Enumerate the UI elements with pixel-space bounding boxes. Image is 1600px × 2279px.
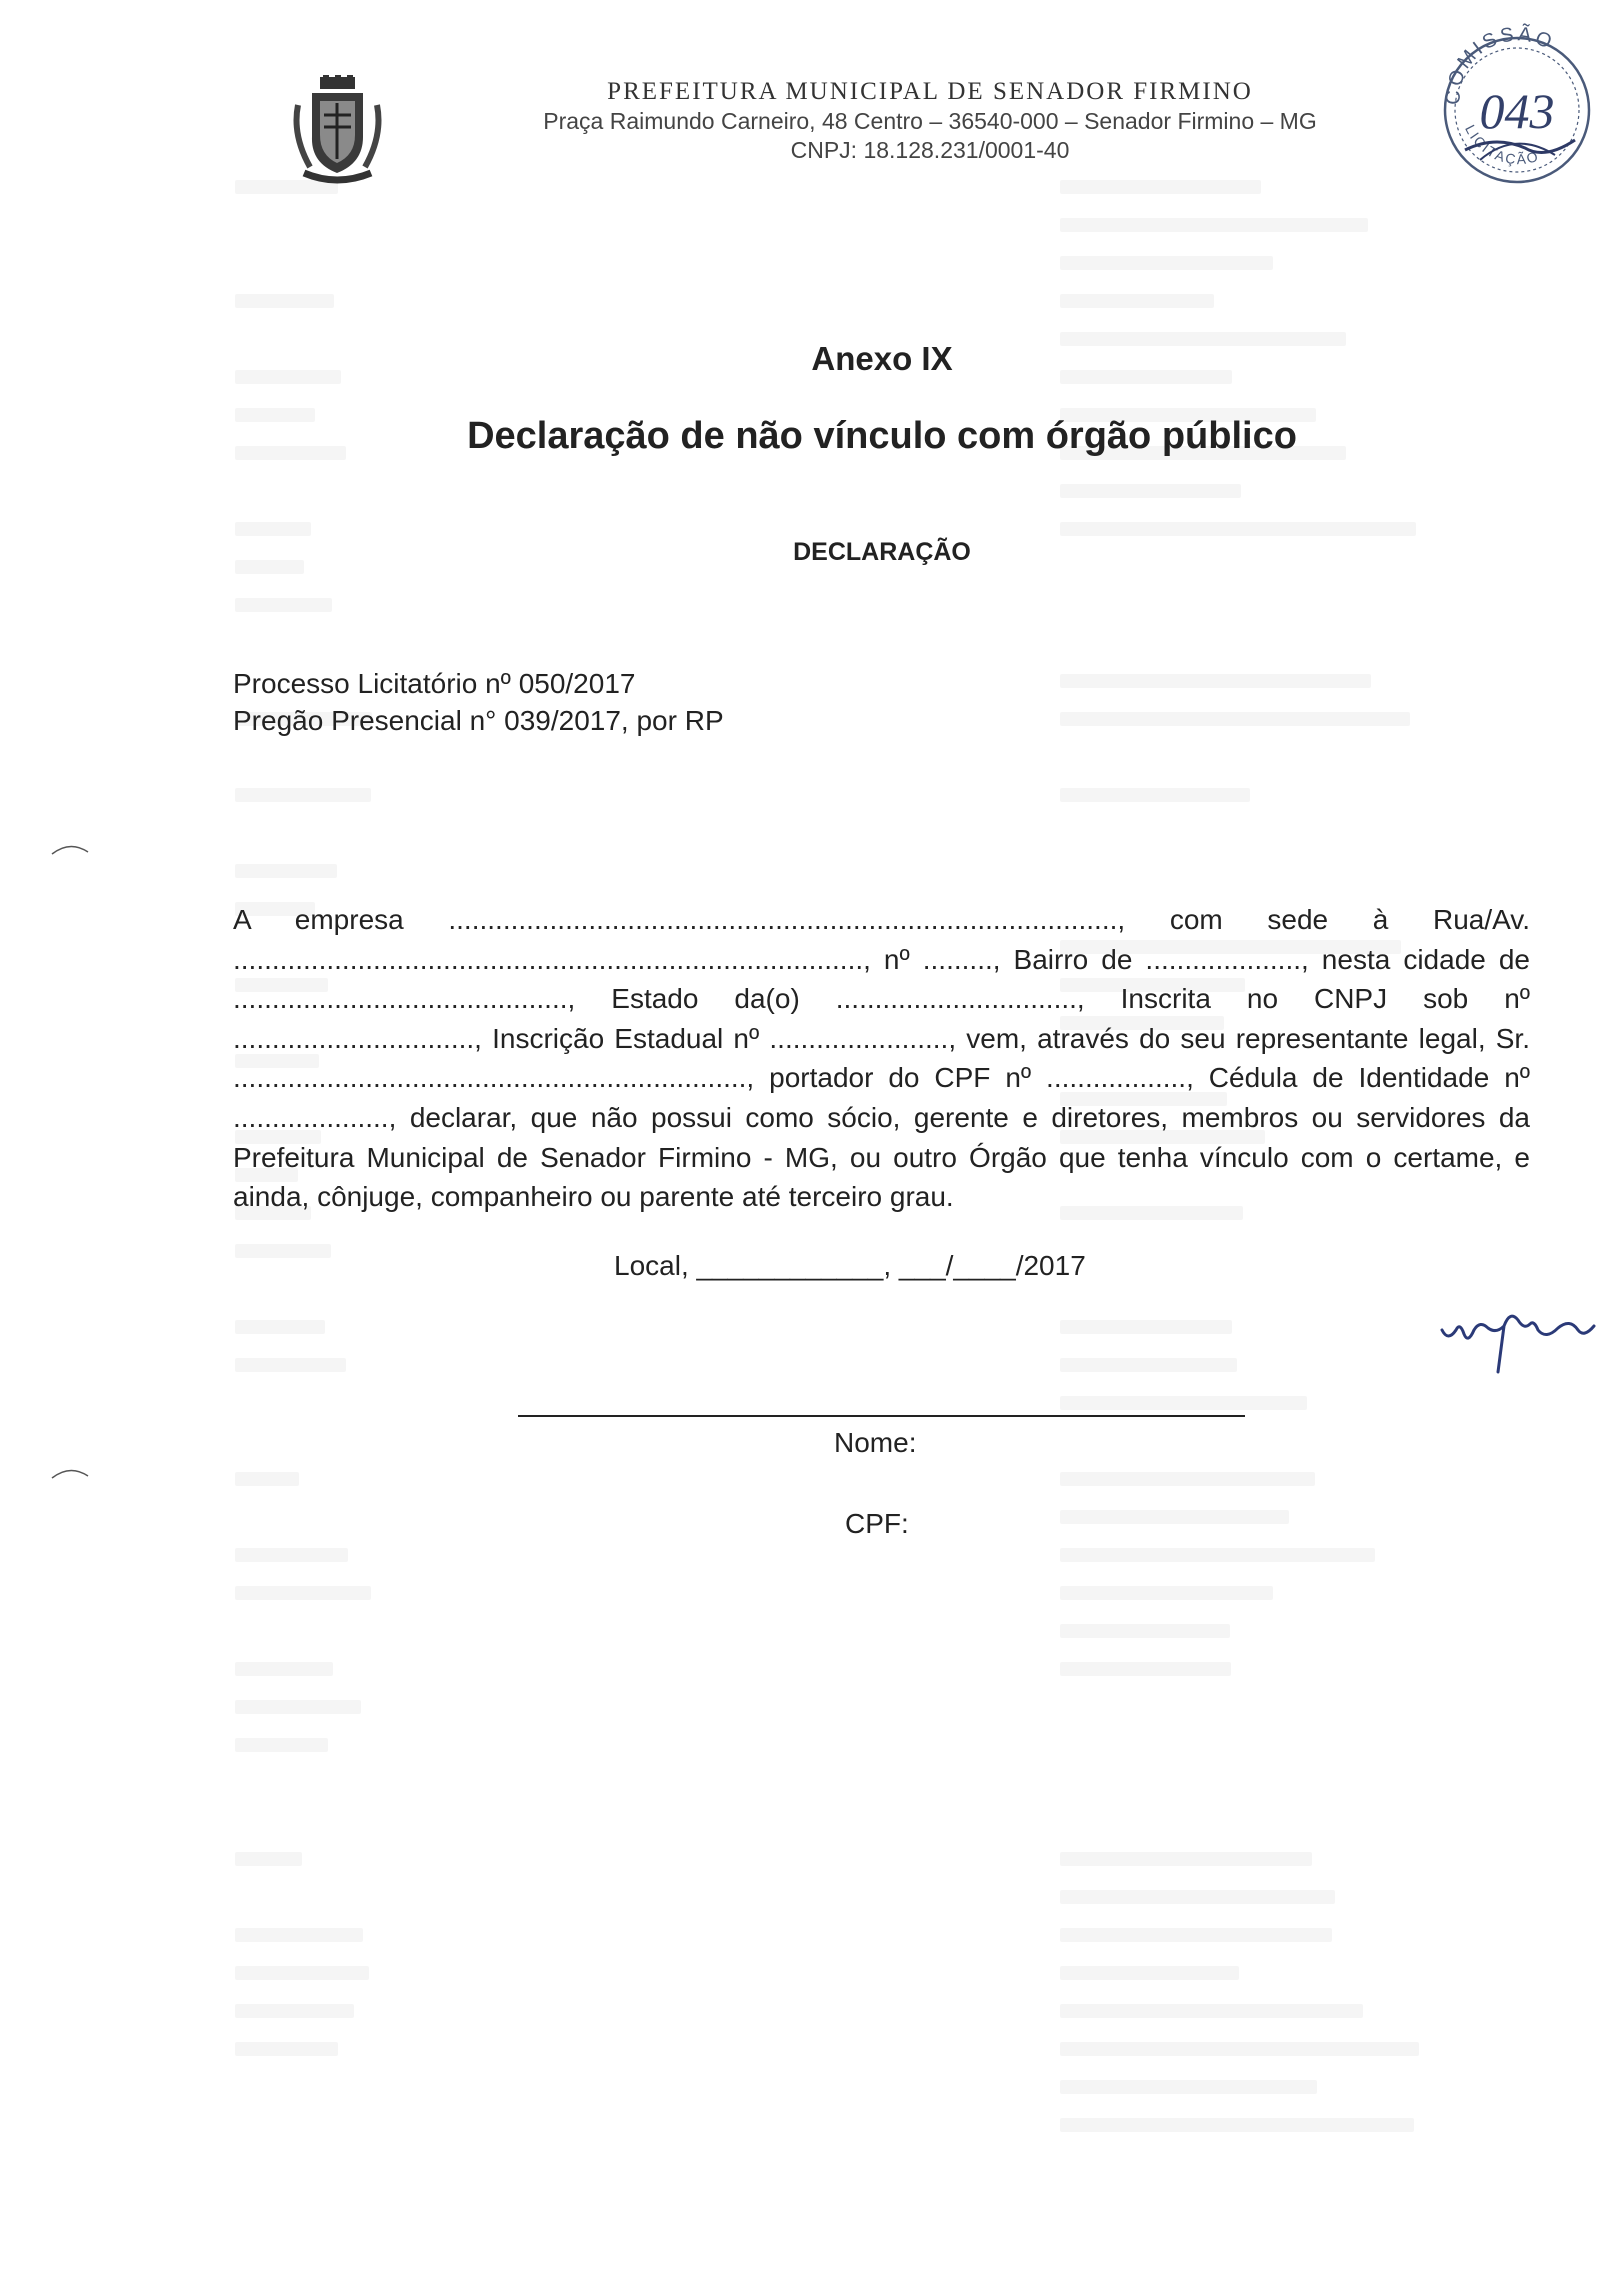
municipality-address: Praça Raimundo Carneiro, 48 Centro – 36540-000 – Senador Firmino – MG xyxy=(543,108,1317,134)
bleed-through-mark xyxy=(1060,2042,1419,2056)
bleed-through-mark xyxy=(235,864,337,878)
process-references xyxy=(233,665,724,739)
bleed-through-mark xyxy=(235,1852,302,1866)
bleed-through-mark xyxy=(235,1966,369,1980)
bleed-through-mark xyxy=(1060,484,1241,498)
bleed-through-mark xyxy=(1060,1966,1239,1980)
bleed-through-mark xyxy=(1060,1586,1273,1600)
bleed-through-mark xyxy=(1060,256,1273,270)
declaration-heading: DECLARAÇÃO xyxy=(793,538,971,566)
bleed-through-mark xyxy=(1060,1548,1375,1562)
stamp-text-bottom: LICITAÇÃO xyxy=(1462,122,1542,168)
handwritten-rubric-icon xyxy=(1438,1300,1600,1380)
bleed-through-mark xyxy=(235,522,311,536)
bleed-through-mark xyxy=(1060,294,1214,308)
bleed-through-mark xyxy=(235,1244,331,1258)
bleed-through-mark xyxy=(235,294,334,308)
bleed-through-mark xyxy=(1060,712,1410,726)
bleed-through-mark xyxy=(1060,674,1371,688)
local-date-line: Local, ____________, ___/____/2017 xyxy=(614,1250,1086,1281)
bleed-through-mark xyxy=(235,1358,346,1372)
bleed-through-mark xyxy=(1060,1852,1312,1866)
bleed-through-mark xyxy=(1060,2118,1414,2132)
bleed-through-mark xyxy=(1060,1624,1230,1638)
bleed-through-mark xyxy=(1060,1358,1237,1372)
bleed-through-mark xyxy=(1060,218,1368,232)
bleed-through-mark xyxy=(1060,1662,1231,1676)
municipality-name: PREFEITURA MUNICIPAL DE SENADOR FIRMINO xyxy=(607,78,1253,105)
signature-line xyxy=(518,1415,1245,1417)
bleed-through-mark xyxy=(235,1586,371,1600)
bleed-through-mark xyxy=(1060,180,1261,194)
name-label: Nome: xyxy=(834,1427,917,1458)
bleed-through-mark xyxy=(1060,2004,1363,2018)
margin-mark-icon xyxy=(50,1466,90,1480)
auction-number: Pregão Presencial n° 039/2017, por RP xyxy=(233,705,724,736)
declaration-body: A empresa ......................................................................................, com sede à Rua/Av. ................................................................................., nº ........., Bairro de ...................., nesta cidade de ..........................................., Estado da(o) ..............................., Inscrita no CNPJ sob nº ..............................., Inscrição Estadual nº ......................., vem, através do seu representante legal, Sr. .................................................................., portador do CPF nº .................., Cédula de Identidade nº ...................., declarar, que não possui como sócio, gerente e diretores, membros ou servidores da Prefeitura Municipal de Senador Firmino - MG, ou outro Órgão que tenha vínculo com o certame, e ainda, cônjuge, companheiro ou parente até terceiro grau. xyxy=(233,904,1530,1213)
bleed-through-mark xyxy=(235,1738,328,1752)
bleed-through-mark xyxy=(235,598,332,612)
bleed-through-mark xyxy=(235,1472,299,1486)
stamp-number: 043 xyxy=(1479,83,1555,139)
bleed-through-mark xyxy=(1060,522,1416,536)
document-title: Declaração de não vínculo com órgão público xyxy=(467,415,1297,457)
bleed-through-mark xyxy=(235,788,371,802)
bleed-through-mark xyxy=(235,1320,325,1334)
bleed-through-mark xyxy=(1060,1472,1315,1486)
municipality-cnpj: CNPJ: 18.128.231/0001-40 xyxy=(790,137,1070,163)
bleed-through-mark xyxy=(235,1928,363,1942)
process-number: Processo Licitatório nº 050/2017 xyxy=(233,668,636,699)
bleed-through-mark xyxy=(1060,1928,1332,1942)
bleed-through-mark xyxy=(1060,1510,1289,1524)
commission-stamp-icon xyxy=(1425,10,1600,195)
stamp-text-top: COMISSÃO xyxy=(1442,23,1558,106)
bleed-through-mark xyxy=(235,1662,333,1676)
bleed-through-mark xyxy=(1060,1320,1232,1334)
bleed-through-mark xyxy=(1060,2080,1317,2094)
municipal-coat-of-arms-icon xyxy=(290,75,385,185)
annex-label: Anexo IX xyxy=(811,340,953,377)
bleed-through-mark xyxy=(235,1700,361,1714)
bleed-through-mark xyxy=(1060,1396,1307,1410)
bleed-through-mark xyxy=(235,2042,338,2056)
letterhead xyxy=(430,78,1430,164)
bleed-through-mark xyxy=(1060,1890,1335,1904)
cpf-label: CPF: xyxy=(845,1508,909,1539)
margin-mark-icon xyxy=(50,842,90,856)
bleed-through-mark xyxy=(235,2004,354,2018)
bleed-through-mark xyxy=(235,1548,348,1562)
bleed-through-mark xyxy=(1060,788,1250,802)
